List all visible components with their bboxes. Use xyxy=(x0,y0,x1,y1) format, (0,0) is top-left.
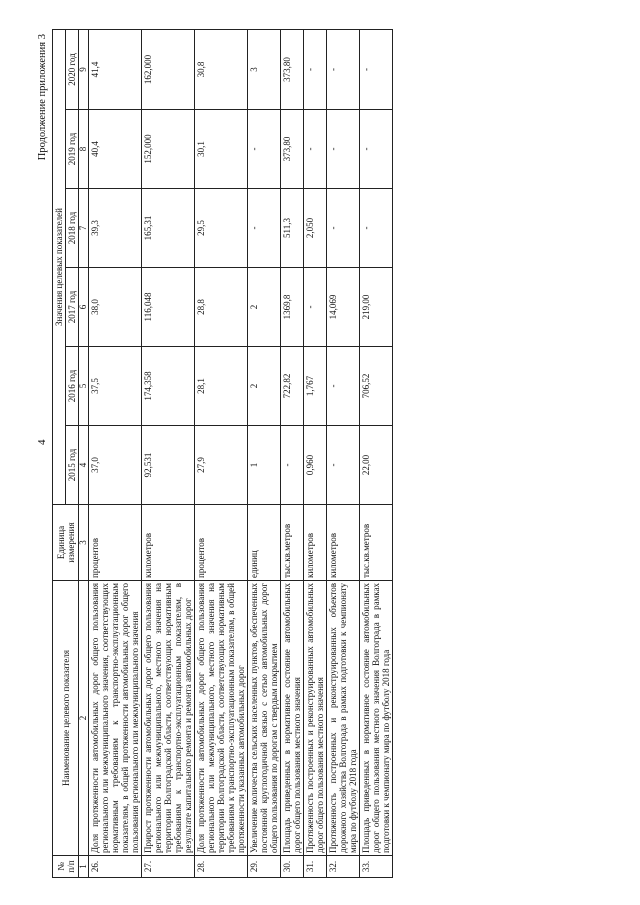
value-2017: 116,048 xyxy=(142,268,195,347)
value-2017: 1369,8 xyxy=(281,268,304,347)
indicator-unit: километров xyxy=(142,505,195,581)
value-2015: 22,00 xyxy=(360,426,393,505)
value-2018: - xyxy=(360,189,393,268)
column-index: 3 xyxy=(79,505,89,581)
column-index: 1 xyxy=(79,856,89,878)
indicator-unit: единиц xyxy=(248,505,281,581)
appendix-label: Продолжение приложения 3 xyxy=(37,34,48,161)
value-2019: - xyxy=(304,110,327,189)
row-number: 26. xyxy=(89,856,142,878)
table-row xyxy=(281,29,304,877)
value-2020: 41,4 xyxy=(89,29,142,109)
value-2020: - xyxy=(327,29,360,109)
indicator-name: Доля протяженности автомобильных дорог общего пользования регионального или межмуниципального значения, соответствующих нормативным требованиям к транспортно-эксплуатационным показателям, в общей протяженности автомобильных дорог общего пользования регионального или межмуниципального значения xyxy=(89,581,142,856)
value-2018: 2,050 xyxy=(304,189,327,268)
value-2020: 3 xyxy=(248,29,281,109)
table-row xyxy=(248,29,281,877)
indicator-name: Протяженность построенных и реконструированных автомобильных дорог общего пользования местного значения xyxy=(304,581,327,856)
header-year-2015: 2015 год xyxy=(66,426,79,505)
value-2016: 174,358 xyxy=(142,347,195,426)
indicator-unit: тыс.кв.метров xyxy=(360,505,393,581)
value-2020: - xyxy=(304,29,327,109)
column-index: 6 xyxy=(79,268,89,347)
indicator-name: Доля протяженности автомобильных дорог общего пользования регионального или межмуниципального, местного значения на территории Волгоградской области, соответствующих нормативным требованиям к транспортно-эксплуатационным показателям, в общей протяженности указанных автомобильных дорог xyxy=(195,581,248,856)
header-year-2016: 2016 год xyxy=(66,347,79,426)
column-index: 7 xyxy=(79,189,89,268)
value-2020: 30,8 xyxy=(195,29,248,109)
value-2015: 27,9 xyxy=(195,426,248,505)
value-2018: 39,3 xyxy=(89,189,142,268)
value-2020: 162,000 xyxy=(142,29,195,109)
header-num: № п/п xyxy=(53,856,79,878)
table-row xyxy=(195,29,248,877)
header-year-2017: 2017 год xyxy=(66,268,79,347)
column-index: 5 xyxy=(79,347,89,426)
header-year-2018: 2018 год xyxy=(66,189,79,268)
row-number: 29. xyxy=(248,856,281,878)
header-unit: Единица измерения xyxy=(53,505,79,581)
indicator-name: Площадь приведенных в нормативное состояние автомобильных дорог общего пользования местного значения xyxy=(281,581,304,856)
value-2019: - xyxy=(360,110,393,189)
header-name: Наименование целевого показателя xyxy=(53,581,79,856)
value-2015: - xyxy=(281,426,304,505)
indicator-unit: тыс.кв.метров xyxy=(281,505,304,581)
value-2017: 2 xyxy=(248,268,281,347)
value-2019: 40,4 xyxy=(89,110,142,189)
value-2016: 28,1 xyxy=(195,347,248,426)
value-2016: 1,767 xyxy=(304,347,327,426)
value-2019: - xyxy=(248,110,281,189)
value-2015: 92,531 xyxy=(142,426,195,505)
value-2016: - xyxy=(327,347,360,426)
value-2015: 0,960 xyxy=(304,426,327,505)
value-2016: 706,52 xyxy=(360,347,393,426)
value-2020: 373,80 xyxy=(281,29,304,109)
value-2016: 722,82 xyxy=(281,347,304,426)
column-index-row xyxy=(79,29,89,877)
indicator-name: Увеличение количества сельских населенных пунктов, обеспеченных постоянной круглогодичной связью с сетью автомобильных дорог общего пользования по дорогам с твердым покрытием xyxy=(248,581,281,856)
rotated-page-content xyxy=(36,30,596,878)
value-2017: 219,00 xyxy=(360,268,393,347)
column-index: 4 xyxy=(79,426,89,505)
column-index: 9 xyxy=(79,29,89,109)
value-2015: 37,0 xyxy=(89,426,142,505)
value-2017: - xyxy=(304,268,327,347)
column-index: 2 xyxy=(79,581,89,856)
page-number: 4 xyxy=(36,439,48,445)
indicator-unit: процентов xyxy=(195,505,248,581)
row-number: 30. xyxy=(281,856,304,878)
value-2017: 38,0 xyxy=(89,268,142,347)
value-2019: 30,1 xyxy=(195,110,248,189)
value-2015: 1 xyxy=(248,426,281,505)
header-year-2019: 2019 год xyxy=(66,110,79,189)
value-2017: 14,069 xyxy=(327,268,360,347)
table-row xyxy=(360,29,393,877)
table-row xyxy=(327,29,360,877)
column-index: 8 xyxy=(79,110,89,189)
header-year-2020: 2020 год xyxy=(66,29,79,109)
row-number: 32. xyxy=(327,856,360,878)
value-2018: 511,3 xyxy=(281,189,304,268)
indicator-unit: километров xyxy=(327,505,360,581)
value-2019: 152,000 xyxy=(142,110,195,189)
header-values-group: Значения целевых показателей xyxy=(53,29,66,504)
value-2018: - xyxy=(327,189,360,268)
indicator-name: Прирост протяженности автомобильных дорог общего пользования регионального или межмуниципального, местного значения на территории Волгоградской области, соответствующих нормативным требованиям к транспортно-эксплуатационным показателям, в результате капитального ремонта и ремонта автомобильных дорог xyxy=(142,581,195,856)
value-2019: 373,80 xyxy=(281,110,304,189)
row-number: 28. xyxy=(195,856,248,878)
indicator-unit: процентов xyxy=(89,505,142,581)
row-number: 33. xyxy=(360,856,393,878)
value-2017: 28,8 xyxy=(195,268,248,347)
table-row xyxy=(142,29,195,877)
row-number: 31. xyxy=(304,856,327,878)
value-2016: 37,5 xyxy=(89,347,142,426)
table-row xyxy=(89,29,142,877)
indicator-name: Протяженность построенных и реконструированных объектов дорожного хозяйства Волгограда в рамках подготовки к чемпионату мира по футболу 2018 года xyxy=(327,581,360,856)
value-2015: - xyxy=(327,426,360,505)
value-2018: - xyxy=(248,189,281,268)
value-2018: 165,31 xyxy=(142,189,195,268)
target-indicators-table xyxy=(52,29,393,878)
value-2018: 29,5 xyxy=(195,189,248,268)
indicator-unit: километров xyxy=(304,505,327,581)
value-2020: - xyxy=(360,29,393,109)
value-2019: - xyxy=(327,110,360,189)
table-row xyxy=(304,29,327,877)
value-2016: 2 xyxy=(248,347,281,426)
indicator-name: Площадь приведенных в нормативное состояние автомобильных дорог общего пользования местного значения Волгограда в рамках подготовки к чемпионату мира по футболу 2018 года xyxy=(360,581,393,856)
row-number: 27. xyxy=(142,856,195,878)
